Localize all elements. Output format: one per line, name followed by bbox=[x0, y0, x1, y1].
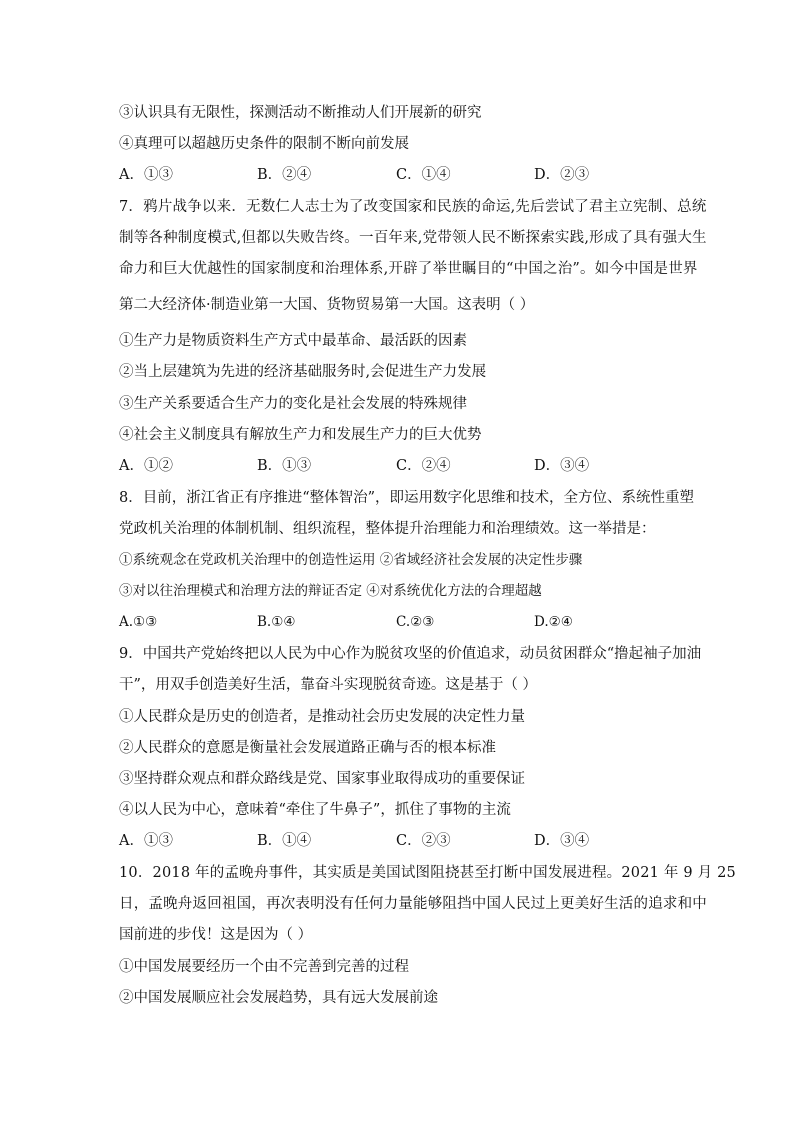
question-7-statement-4: ④社会主义制度具有解放生产力和发展生产力的巨大优势 bbox=[119, 427, 482, 443]
question-8-text-line-1: 8．目前，浙江省正有序推进“整体智治”，即运用数字化思维和技术，全方位、系统性重塑 bbox=[119, 490, 695, 506]
statement-4: ④真理可以超越历史条件的限制不断向前发展 bbox=[119, 136, 409, 152]
question-9-statement-4: ④以人民为中心，意味着“牵住了牛鼻子”，抓住了事物的主流 bbox=[119, 802, 511, 818]
question-7-text-line-3: 命力和巨大优越性的国家制度和治理体系,开辟了举世瞩目的“中国之治”。如今中国是世界 bbox=[119, 261, 698, 277]
question-7-text-line-2: 制等各种制度模式,但都以失败告终。一百年来,党带领人民不断探索实践,形成了具有强大生 bbox=[119, 230, 707, 246]
question-7-statement-2: ②当上层建筑为先进的经济基础服务时,会促进生产力发展 bbox=[119, 364, 487, 380]
option-b[interactable]: B．①③ bbox=[257, 458, 312, 474]
question-9-statement-2: ②人民群众的意愿是衡量社会发展道路正确与否的根本标准 bbox=[119, 740, 496, 756]
option-b[interactable]: B．②④ bbox=[257, 167, 312, 183]
question-10-text-line-2: 日，孟晚舟返回祖国，再次表明没有任何力量能够阻挡中国人民过上更美好生活的追求和中 bbox=[119, 896, 707, 912]
option-c[interactable]: C．②④ bbox=[396, 458, 451, 474]
option-d[interactable]: D．③④ bbox=[534, 458, 590, 474]
question-8-statements-line-1: ①系统观念在党政机关治理中的创造性运用 ②省域经济社会发展的决定性步骤 bbox=[119, 552, 583, 568]
question-10-text-line-1: 10．2018 年的孟晚舟事件，其实质是美国试图阻挠甚至打断中国发展进程。2021 年 9 月 25 bbox=[119, 865, 736, 881]
question-9-statement-1: ①人民群众是历史的创造者，是推动社会历史发展的决定性力量 bbox=[119, 709, 525, 725]
question-8-text-line-2: 党政机关治理的体制机制、组织流程，整体提升治理能力和治理绩效。这一举措是： bbox=[119, 521, 656, 537]
option-b[interactable]: B．①④ bbox=[257, 833, 312, 849]
option-a[interactable]: A．①② bbox=[119, 458, 173, 474]
option-d[interactable]: D.②④ bbox=[534, 614, 573, 630]
question-10-statement-2: ②中国发展顺应社会发展趋势，具有远大发展前途 bbox=[119, 990, 438, 1006]
statement-3: ③认识具有无限性，探测活动不断推动人们开展新的研究 bbox=[119, 105, 482, 121]
option-c[interactable]: C.②③ bbox=[396, 614, 435, 630]
question-9-text-line-1: 9．中国共产党始终把以人民为中心作为脱贫攻坚的价值追求，动员贫困群众“撸起袖子加油 bbox=[119, 646, 702, 662]
question-7-statement-3: ③生产关系要适合生产力的变化是社会发展的特殊规律 bbox=[119, 396, 467, 412]
question-10-text-line-3: 国前进的步伐！这是因为（ ） bbox=[119, 927, 313, 943]
option-d[interactable]: D．③④ bbox=[534, 833, 590, 849]
option-c[interactable]: C．①④ bbox=[396, 167, 451, 183]
option-a[interactable]: A.①③ bbox=[119, 614, 158, 630]
option-c[interactable]: C．②③ bbox=[396, 833, 451, 849]
option-d[interactable]: D．②③ bbox=[534, 167, 590, 183]
question-7-text-line-1: 7．鸦片战争以来．无数仁人志士为了改变国家和民族的命运,先后尝试了君主立宪制、总统 bbox=[119, 199, 707, 215]
question-9-statement-3: ③坚持群众观点和群众路线是党、国家事业取得成功的重要保证 bbox=[119, 771, 525, 787]
question-9-text-line-2: 干”，用双手创造美好生活，靠奋斗实现脱贫奇迹。这是基于（ ） bbox=[119, 677, 538, 693]
question-10-statement-1: ①中国发展要经历一个由不完善到完善的过程 bbox=[119, 959, 409, 975]
question-7-text-line-4: 第二大经济体·制造业第一大国、货物贸易第一大国。这表明（ ） bbox=[119, 297, 535, 313]
option-a[interactable]: A．①③ bbox=[119, 167, 173, 183]
question-8-statements-line-2: ③对以往治理模式和治理方法的辩证否定 ④对系统优化方法的合理超越 bbox=[119, 583, 542, 599]
option-b[interactable]: B.①④ bbox=[257, 614, 296, 630]
question-7-statement-1: ①生产力是物质资料生产方式中最革命、最活跃的因素 bbox=[119, 333, 467, 349]
option-a[interactable]: A．①③ bbox=[119, 833, 173, 849]
